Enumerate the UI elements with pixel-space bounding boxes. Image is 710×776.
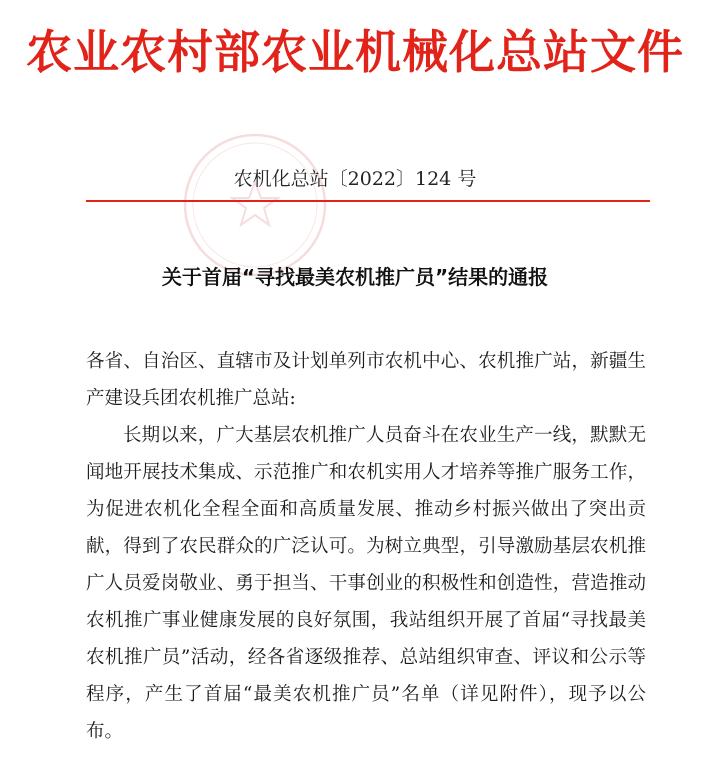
header-divider: [86, 200, 650, 202]
official-seal-icon: [180, 130, 330, 280]
salutation: 各省、自治区、直辖市及计划单列市农机中心、农机推广站，新疆生产建设兵团农机推广总站:: [86, 351, 646, 409]
header-title: 农业农村部农业机械化总站文件: [26, 25, 684, 79]
body-paragraph: 长期以来，广大基层农机推广人员奋斗在农业生产一线，默默无闻地开展技术集成、示范推广和农机实用人才培养等推广服务工作，为促进农机化全程全面和高质量发展、推动乡村振兴做出了突出贡献，得到了农民群众的广泛认可。为树立典型，引导激励基层农机推广人员爱岗敬业、勇于担当、干事创业的积极性和创造性，营造推动农机推广事业健康发展的良好氛围，我站组织开展了首届“寻找最美农机推广员”活动，经各省逐级推荐、总站组织审查、评议和公示等程序，产生了首届“最美农机推广员”名单（详见附件），现予以公布。: [86, 425, 646, 742]
notice-title: 关于首届“寻找最美农机推广员”结果的通报: [161, 265, 549, 289]
document-number: 农机化总站〔2022〕124 号: [233, 168, 477, 190]
